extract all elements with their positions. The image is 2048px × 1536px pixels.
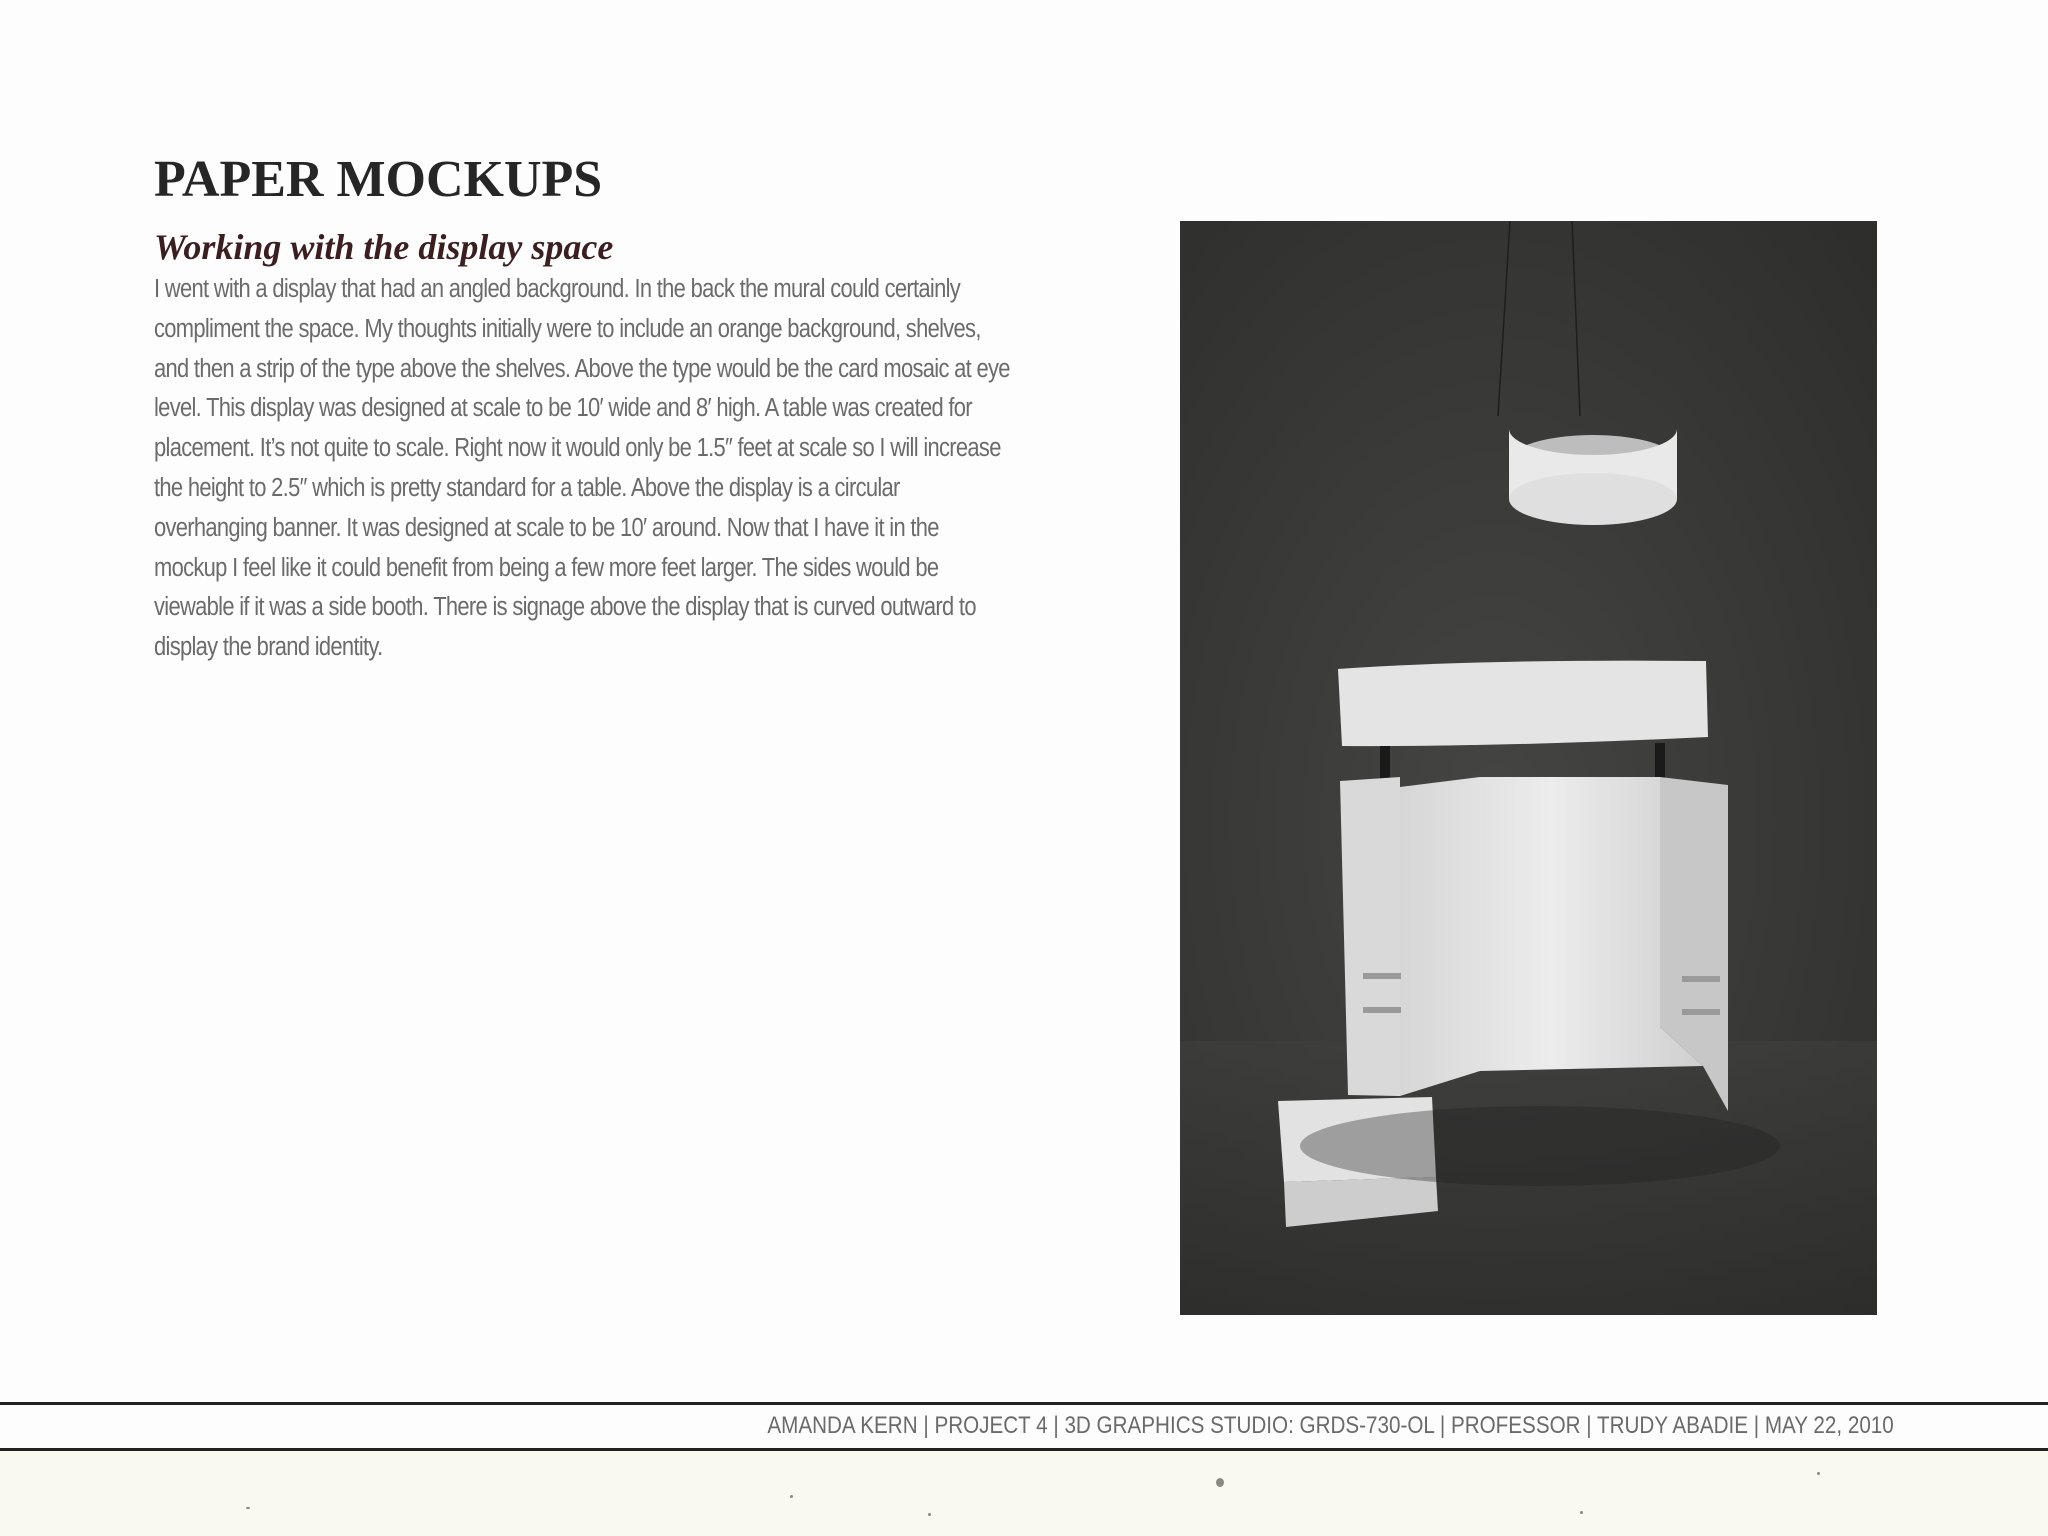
paper-texture-strip — [0, 1451, 2048, 1536]
footer-credits: AMANDA KERN | PROJECT 4 | 3D GRAPHICS STUDIO: GRDS-730-OL | PROFESSOR | TRUDY ABADIE | MAY 22, 2010 — [767, 1412, 1894, 1439]
body-paragraph: I went with a display that had an angled background. In the back the mural could certainly compliment the space. My thoughts initially were to include an orange background, shelves, and then a strip of the type above the shelves. Above the type would be the card mosaic at eye level. This display was designed at scale to be 10′ wide and 8′ high. A table was created for placement. It’s not quite to scale. Right now it would only be 1.5″ feet at scale so I will increase the height to 2.5″ which is pretty standard for a table. Above the display is a circular overhanging banner. It was designed at scale to be 10′ around. Now that I have it in the mockup I feel like it could benefit from being a few more feet larger. The sides would be viewable if it was a side booth. There is signage above the display that is curved outward to display the brand identity. — [154, 275, 1010, 662]
footer-rule-top — [0, 1402, 2048, 1405]
section-subtitle: Working with the display space — [154, 227, 614, 267]
mockup-photo — [1180, 221, 1877, 1315]
page-title: PAPER MOCKUPS — [154, 151, 603, 208]
